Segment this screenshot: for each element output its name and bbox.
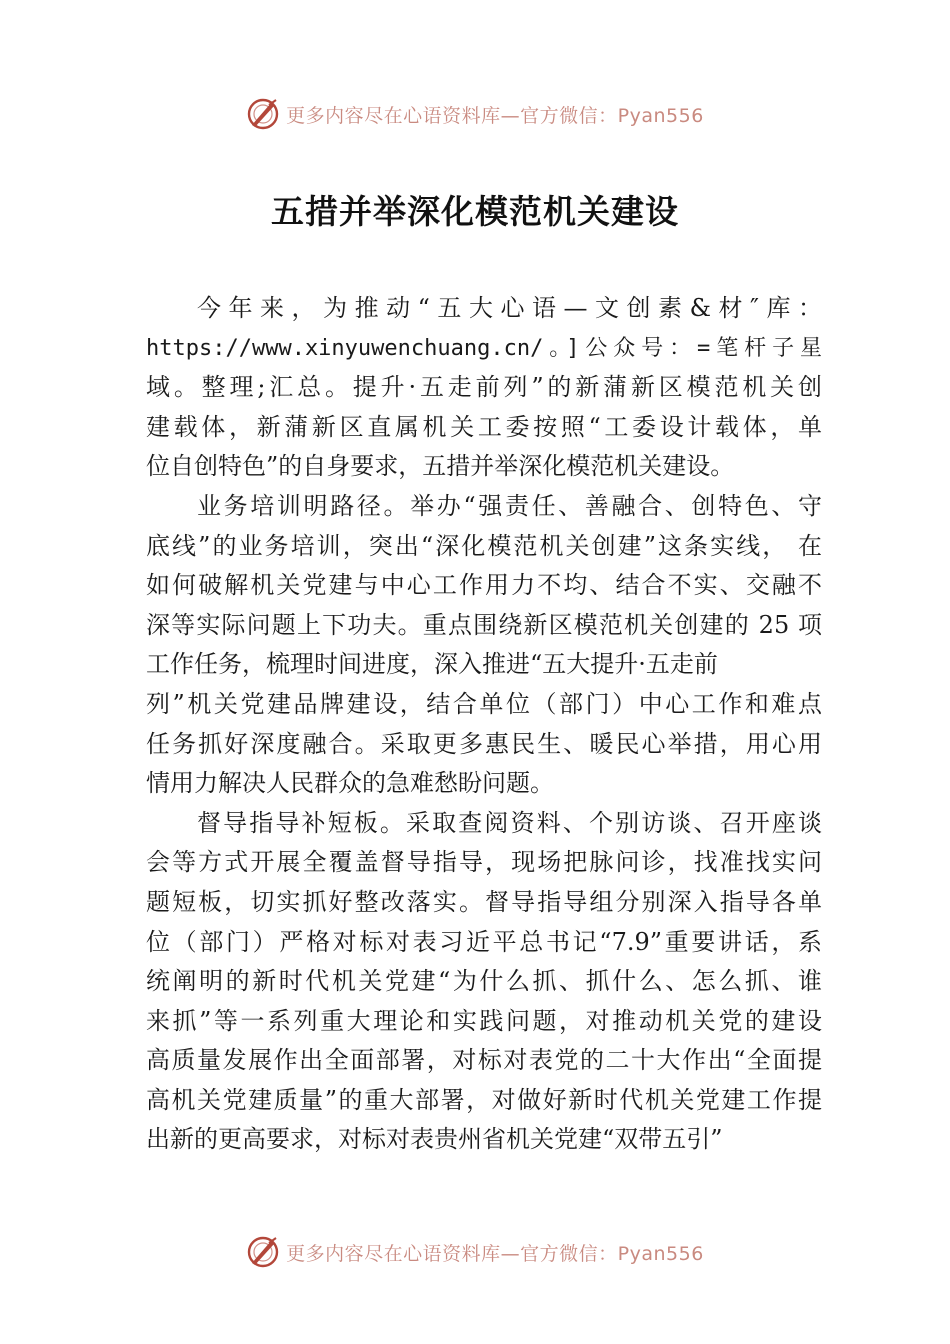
footer-banner-text: 更多内容尽在心语资料库—官方微信：Pyan556 [286,1242,704,1265]
text-line: 业务培训明路径。举办“强责任、善融合、创特色、守 [197,491,822,520]
text-line: 高机关党建质量”的重大部署，对做好新时代机关党建工作提 [146,1085,822,1114]
text-line: 情用力解决人民群众的急难愁盼问题。 [146,769,554,798]
text-line: 列”机关党建品牌建设，结合单位（部门）中心工作和难点 [146,689,822,718]
text-line: 今年来，为推动“五大心语—文创素&材″库： [197,294,822,322]
text-line: 任务抓好深度融合。采取更多惠民生、暖民心举措，用心用 [146,729,822,758]
text-line: 如何破解机关党建与中心工作用力不均、结合不实、交融不 [146,571,822,600]
document-body [146,289,822,1160]
text-line: 深等实际问题上下功夫。重点围绕新区模范机关创建的 25 项 [146,610,822,639]
url-line: https://www.xinyuwenchuang.cn/。]公众号：=笔杆子星 [146,335,822,361]
text-line: 建载体，新蒲新区直属机关工委按照“工委设计载体，单 [146,412,822,441]
text-line: 统阐明的新时代机关党建“为什么抓、抓什么、怎么抓、谁 [146,967,822,996]
text-line: 高质量发展作出全面部署，对标对表党的二十大作出“全面提 [146,1046,822,1075]
text-line: 位（部门）严格对标对表习近平总书记“7.9”重要讲话，系 [146,927,822,956]
text-line: 域。整理;汇总。提升·五走前列”的新蒲新区模范机关创 [146,373,822,402]
text-line: 会等方式开展全覆盖督导指导，现场把脉问诊，找准找实问 [146,848,822,877]
quill-logo-icon [246,97,280,131]
text-line: 督导指导补短板。采取查阅资料、个别访谈、召开座谈 [197,808,822,837]
footer-banner [0,1232,950,1272]
document-title: 五措并举深化模范机关建设 [271,192,679,231]
header-banner [0,94,950,134]
text-line: 来抓”等一系列重大理论和实践问题，对推动机关党的建设 [146,1006,822,1035]
text-line: 工作任务，梳理时间进度，深入推进“五大提升·五走前 [146,650,718,679]
quill-logo-icon [246,1235,280,1269]
text-line: 出新的更高要求，对标对表贵州省机关党建“双带五引” [146,1125,723,1154]
text-line: 底线”的业务培训，突出“深化模范机关创建”这条实线， 在 [146,531,822,560]
text-line: 位自创特色”的自身要求，五措并举深化模范机关建设。 [146,452,735,481]
text-line: 题短板，切实抓好整改落实。督导指导组分别深入指导各单 [146,887,822,916]
header-banner-text: 更多内容尽在心语资料库—官方微信：Pyan556 [286,104,704,127]
